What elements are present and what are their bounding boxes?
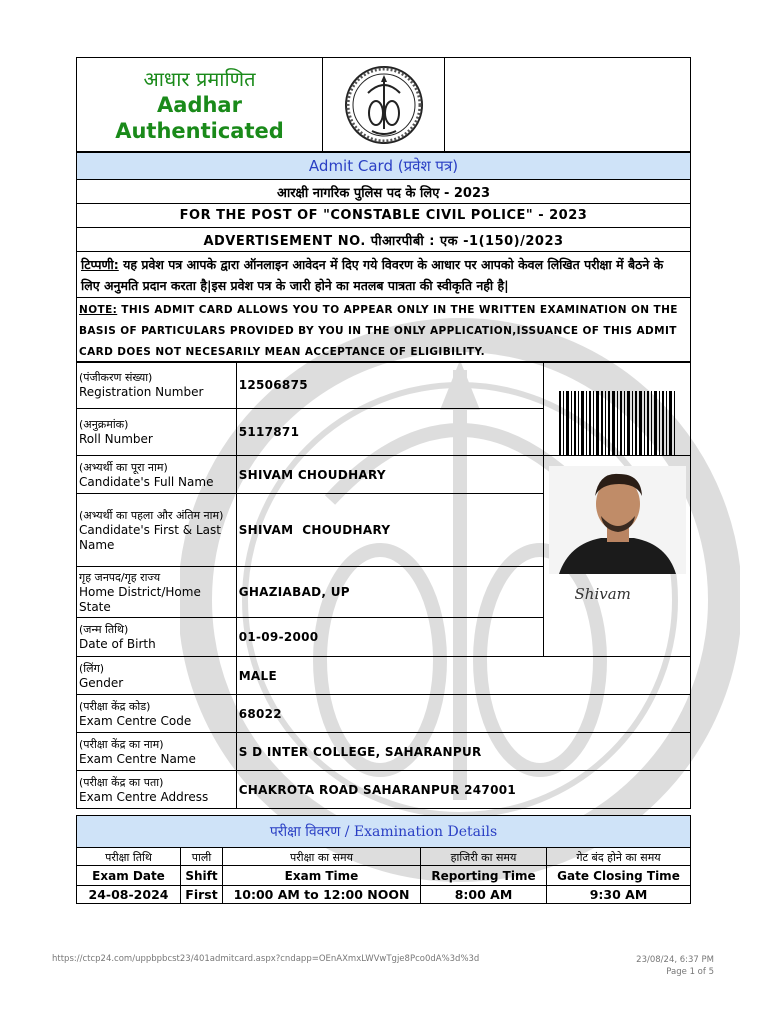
footer-timestamp-block xyxy=(636,954,714,978)
gender-value: MALE xyxy=(236,657,690,695)
barcode-cell xyxy=(544,363,691,456)
field-label-english: Exam Centre Code xyxy=(79,713,192,728)
emblem-cell xyxy=(323,58,445,151)
exam-centre-address-value: CHAKROTA ROAD SAHARANPUR 247001 xyxy=(236,771,690,809)
field-label-english: Date of Birth xyxy=(79,637,156,651)
field-label-english: Exam Centre Name xyxy=(79,751,196,766)
footer-url[interactable]: https://ctcp24.com/uppbpbcst23/401admitcard.aspx?cndapp=OEnAXmxLWVwTgje8Pco0dA%3d%3d xyxy=(52,954,480,964)
table-row xyxy=(77,363,691,409)
table-row xyxy=(77,456,691,494)
field-label-hindi: (परीक्षा केंद्र कोड) xyxy=(79,699,151,713)
candidate-first-last-name-value: SHIVAM CHOUDHARY xyxy=(236,494,543,567)
table-row xyxy=(77,816,691,848)
note-english xyxy=(76,298,691,362)
registration-number-value: 12506875 xyxy=(236,363,543,409)
header-reporting-time-hindi: हाजिरी का समय xyxy=(421,848,547,866)
aadhar-english-line1: Aadhar xyxy=(157,92,242,117)
exam-date-value: 24-08-2024 xyxy=(77,886,181,904)
aadhar-authenticated-badge xyxy=(77,58,323,151)
header-exam-time: Exam Time xyxy=(223,866,421,886)
exam-centre-name-value: S D INTER COLLEGE, SAHARANPUR xyxy=(236,733,690,771)
header-reporting-time: Reporting Time xyxy=(421,866,547,886)
post-title-hindi: आरक्षी नागरिक पुलिस पद के लिए - 2023 xyxy=(76,180,691,204)
header-block xyxy=(76,57,691,152)
table-row xyxy=(77,657,691,695)
field-label xyxy=(77,456,237,494)
field-label xyxy=(77,363,237,409)
field-label-hindi: (अभ्यर्थी का पूरा नाम) xyxy=(79,460,168,474)
field-label-hindi: (लिंग) xyxy=(79,661,105,675)
field-label-hindi: (परीक्षा केंद्र का पता) xyxy=(79,775,164,789)
field-label-hindi: (परीक्षा केंद्र का नाम) xyxy=(79,737,164,751)
note-hindi xyxy=(76,252,691,298)
field-label xyxy=(77,408,237,455)
field-label xyxy=(77,657,237,695)
field-label-english: Roll Number xyxy=(79,431,153,446)
header-gate-closing-time: Gate Closing Time xyxy=(547,866,691,886)
table-row xyxy=(77,771,691,809)
header-exam-date-hindi: परीक्षा तिथि xyxy=(77,848,181,866)
advertisement-number: ADVERTISEMENT NO. पीआरपीबी : एक -1(150)/2023 xyxy=(76,228,691,252)
field-label xyxy=(77,567,237,618)
field-label xyxy=(77,494,237,567)
note-english-text: THIS ADMIT CARD ALLOWS YOU TO APPEAR ONLY IN THE WRITTEN EXAMINATION ON THE BASIS OF PARTICULARS PROVIDED BY YOU IN THE ONLY APPLICATION,ISSUANCE OF THIS ADMIT CARD DOES NOT NECESARILY MEAN ACCEPTANCE OF ELIGIBILITY. xyxy=(79,304,678,358)
field-label xyxy=(77,733,237,771)
up-police-emblem-icon xyxy=(344,63,424,147)
field-label xyxy=(77,771,237,809)
gate-closing-time-value: 9:30 AM xyxy=(547,886,691,904)
footer-page-number: Page 1 of 5 xyxy=(666,967,714,977)
exam-details-title: परीक्षा विवरण / Examination Details xyxy=(77,816,691,848)
header-shift: Shift xyxy=(181,866,223,886)
header-empty-cell xyxy=(445,58,690,151)
candidate-signature: Shivam xyxy=(574,585,631,603)
table-row xyxy=(77,866,691,886)
field-label-hindi: (जन्म तिथि) xyxy=(79,623,129,636)
admit-card-title: Admit Card (प्रवेश पत्र) xyxy=(76,152,691,180)
post-title-english: FOR THE POST OF "CONSTABLE CIVIL POLICE" - 2023 xyxy=(76,204,691,228)
candidate-details-table xyxy=(76,362,691,809)
field-label-english: Registration Number xyxy=(79,385,204,400)
shift-value: First xyxy=(181,886,223,904)
field-label xyxy=(77,695,237,733)
exam-details-table xyxy=(76,815,691,904)
header-shift-hindi: पाली xyxy=(181,848,223,866)
field-label-english: Gender xyxy=(79,675,124,690)
field-label-hindi: (पंजीकरण संख्या) xyxy=(79,371,153,385)
note-english-label: NOTE: xyxy=(79,304,118,316)
field-label-english: Exam Centre Address xyxy=(79,789,209,804)
field-label xyxy=(77,618,237,657)
photo-signature-cell xyxy=(544,456,691,657)
field-label-hindi: (अनुक्रमांक) xyxy=(79,417,129,431)
table-row xyxy=(77,733,691,771)
field-label-english: Candidate's Full Name xyxy=(79,474,214,489)
candidate-photo xyxy=(549,466,686,574)
aadhar-hindi-text: आधार प्रमाणित xyxy=(143,66,256,91)
field-label-english: Candidate's First & Last Name xyxy=(79,522,221,552)
field-label-hindi: (अभ्यर्थी का पहला और अंतिम नाम) xyxy=(79,508,224,522)
table-row xyxy=(77,848,691,866)
field-label-english: Home District/Home State xyxy=(79,584,201,614)
table-row xyxy=(77,886,691,904)
footer-timestamp: 23/08/24, 6:37 PM xyxy=(636,955,714,965)
header-gate-closing-hindi: गेट बंद होने का समय xyxy=(547,848,691,866)
exam-time-value: 10:00 AM to 12:00 NOON xyxy=(223,886,421,904)
reporting-time-value: 8:00 AM xyxy=(421,886,547,904)
barcode-icon xyxy=(557,391,677,455)
note-hindi-text: यह प्रवेश पत्र आपके द्वारा ऑनलाइन आवेदन में दिए गये विवरण के आधार पर आपको केवल लिखित परीक्षा में बैठने के लिए अनुमति प्रदान करता है|इस प्रवेश पत्र के जारी होने का मतलब पात्रता की स्वीकृति नही है| xyxy=(81,257,664,293)
candidate-full-name-value: SHIVAM CHOUDHARY xyxy=(236,456,543,494)
aadhar-english-line2: Authenticated xyxy=(115,118,284,143)
home-district-value: GHAZIABAD, UP xyxy=(236,567,543,618)
exam-centre-code-value: 68022 xyxy=(236,695,690,733)
field-label-hindi: गृह जनपद/गृह राज्य xyxy=(79,570,161,584)
header-exam-date: Exam Date xyxy=(77,866,181,886)
note-hindi-label: टिप्पणी: xyxy=(81,257,119,272)
date-of-birth-value: 01-09-2000 xyxy=(236,618,543,657)
header-exam-time-hindi: परीक्षा का समय xyxy=(223,848,421,866)
roll-number-value: 5117871 xyxy=(236,408,543,455)
table-row xyxy=(77,695,691,733)
